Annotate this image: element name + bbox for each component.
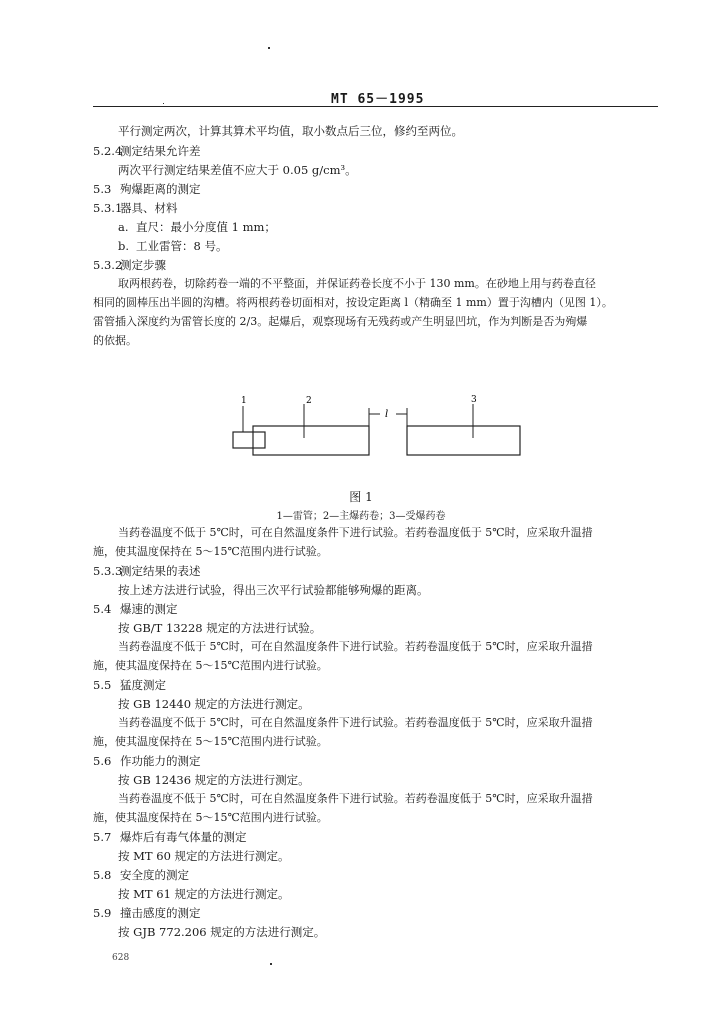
paragraph-line: 施，使其温度保持在 5～15℃范围内进行试验。 bbox=[93, 545, 328, 558]
paragraph-line: 取两根药卷，切除药卷一端的不平整面，并保证药卷长度不小于 130 mm。在砂地上用与药卷直径 bbox=[118, 277, 596, 290]
paragraph-line: 按 MT 60 规定的方法进行测定。 bbox=[118, 849, 290, 863]
figure-title: 图 1 bbox=[349, 490, 373, 504]
paragraph-line: 平行测定两次，计算其算术平均值，取小数点后三位，修约至两位。 bbox=[118, 124, 463, 138]
section-5-3-2-heading: 5.3.2测定步骤 bbox=[93, 258, 166, 272]
scan-speck bbox=[270, 963, 272, 965]
paragraph-line: 施，使其温度保持在 5～15℃范围内进行试验。 bbox=[93, 735, 328, 748]
paragraph-line: 当药卷温度不低于 5℃时，可在自然温度条件下进行试验。若药卷温度低于 5℃时，应采取升温措 bbox=[118, 792, 593, 805]
paragraph-line: 按 GB 12440 规定的方法进行测定。 bbox=[118, 697, 310, 711]
paragraph-line: 按 GB/T 13228 规定的方法进行试验。 bbox=[118, 621, 322, 635]
section-5-3-1-heading: 5.3.1器具、材料 bbox=[93, 201, 178, 215]
section-5-9-heading: 5.9 撞击感度的测定 bbox=[93, 906, 201, 920]
figure-1-diagram bbox=[228, 392, 528, 464]
paragraph-line: 雷管插入深度约为雷管长度的 2/3。起爆后，观察现场有无残药或产生明显凹坑，作为判断是否为殉爆 bbox=[93, 315, 588, 328]
paragraph-line: 两次平行测定结果差值不应大于 0.05 g/cm³。 bbox=[118, 163, 357, 177]
paragraph-line: 按上述方法进行试验，得出三次平行试验都能够殉爆的距离。 bbox=[118, 583, 429, 597]
section-5-7-heading: 5.7 爆炸后有毒气体量的测定 bbox=[93, 830, 247, 844]
section-5-3-heading: 5.3 殉爆距离的测定 bbox=[93, 182, 201, 196]
figure-label-1: 1 bbox=[241, 396, 247, 406]
detonator-shape bbox=[233, 432, 265, 448]
standard-code-header: MT 65－1995 bbox=[331, 92, 425, 107]
paragraph-line: 当药卷温度不低于 5℃时，可在自然温度条件下进行试验。若药卷温度低于 5℃时，应采取升温措 bbox=[118, 640, 593, 653]
paragraph-line: 当药卷温度不低于 5℃时，可在自然温度条件下进行试验。若药卷温度低于 5℃时，应采取升温措 bbox=[118, 526, 593, 539]
figure-label-l: l bbox=[385, 409, 389, 420]
header-rule bbox=[93, 106, 658, 107]
section-5-5-heading: 5.5 猛度测定 bbox=[93, 678, 166, 692]
paragraph-line: 当药卷温度不低于 5℃时，可在自然温度条件下进行试验。若药卷温度低于 5℃时，应采取升温措 bbox=[118, 716, 593, 729]
list-item-b: b. 工业雷管：8 号。 bbox=[118, 239, 228, 253]
paragraph-line: 的依据。 bbox=[93, 334, 137, 347]
list-item-a: a. 直尺：最小分度值 1 mm； bbox=[118, 220, 276, 234]
paragraph-line: 施，使其温度保持在 5～15℃范围内进行试验。 bbox=[93, 811, 328, 824]
paragraph-line: 按 MT 61 规定的方法进行测定。 bbox=[118, 887, 290, 901]
figure-label-2: 2 bbox=[306, 396, 312, 406]
section-5-4-heading: 5.4 爆速的测定 bbox=[93, 602, 178, 616]
receiving-cartridge-shape bbox=[407, 426, 520, 455]
section-5-3-3-heading: 5.3.3测定结果的表述 bbox=[93, 564, 201, 578]
page-number: 628 bbox=[112, 953, 130, 963]
paragraph-line: 按 GJB 772.206 规定的方法进行测定。 bbox=[118, 925, 326, 939]
figure-caption: 1—雷管；2—主爆药卷；3—受爆药卷 bbox=[276, 511, 446, 522]
paragraph-line: 相同的圆棒压出半圆的沟槽。将两根药卷切面相对，按设定距离 l（精确至 1 mm）置于沟槽内（见图 1）。 bbox=[93, 296, 613, 309]
scan-speck bbox=[163, 103, 164, 104]
paragraph-line: 按 GB 12436 规定的方法进行测定。 bbox=[118, 773, 310, 787]
section-5-2-4-heading: 5.2.4测定结果允许差 bbox=[93, 144, 201, 158]
section-5-6-heading: 5.6 作功能力的测定 bbox=[93, 754, 201, 768]
paragraph-line: 施，使其温度保持在 5～15℃范围内进行试验。 bbox=[93, 659, 328, 672]
figure-label-3: 3 bbox=[471, 395, 477, 405]
scan-speck bbox=[268, 47, 270, 49]
section-5-8-heading: 5.8 安全度的测定 bbox=[93, 868, 189, 882]
main-cartridge-shape bbox=[253, 426, 369, 455]
